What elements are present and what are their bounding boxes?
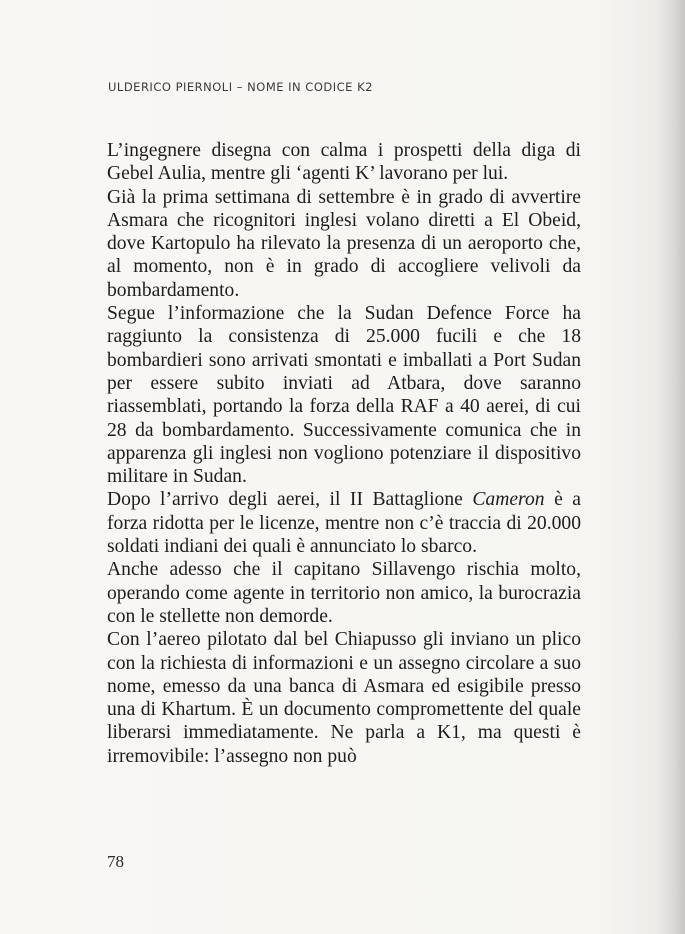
paragraph-6: Con l’aereo pilotato dal bel Chiapusso gli inviano un plico con la richiesta di informazioni e un assegno circolare a suo nome, emesso da una banca di Asmara ed esigibile presso una di Khartum. È un documento compromettente del quale liberarsi immediatamente. Ne parla a K1, ma questi è irremovibile: l’assegno non può [107, 629, 581, 767]
paragraph-4-after: è a forza ridotta per le licenze, mentre non c’è traccia di 20.000 soldati indiani dei quali è annunciato lo sbarco. [107, 489, 581, 558]
running-head: ULDERICO PIERNOLI – NOME IN CODICE K2 [108, 80, 373, 94]
paragraph-4 [107, 488, 581, 558]
paragraph-1: L’ingegnere disegna con calma i prospetti della diga di Gebel Aulia, mentre gli ‘agenti K’ lavorano per lui. [107, 140, 581, 185]
paragraph-3: Segue l’informazione che la Sudan Defence Force ha raggiunto la consistenza di 25.000 fucili e che 18 bombardieri sono arrivati smontati e imballati a Port Sudan per essere subito inviati ad Atbara, dove saranno riassemblati, portando la forza della RAF a 40 aerei, di cui 28 da bombardamento. Successivamente comunica che in apparenza gli inglesi non vogliono potenziare il dispositivo militare in Sudan. [107, 303, 581, 488]
body-text [107, 139, 581, 768]
page-edge-shadow [657, 0, 685, 934]
paragraph-4-italic: Cameron [472, 489, 545, 511]
paragraph-2: Già la prima settimana di settembre è in grado di avvertire Asmara che ricognitori inglesi volano diretti a El Obeid, dove Kartopulo ha rilevato la presenza di un aeroporto che, al momento, non è in grado di accogliere velivoli da bombardamento. [107, 186, 581, 301]
paragraph-5: Anche adesso che il capitano Sillavengo rischia molto, operando come agente in territorio non amico, la burocrazia con le stellette non demorde. [107, 559, 581, 627]
paragraph-4-before: Dopo l’arrivo degli aerei, il II Battaglione [107, 489, 473, 511]
page-number: 78 [107, 852, 124, 871]
